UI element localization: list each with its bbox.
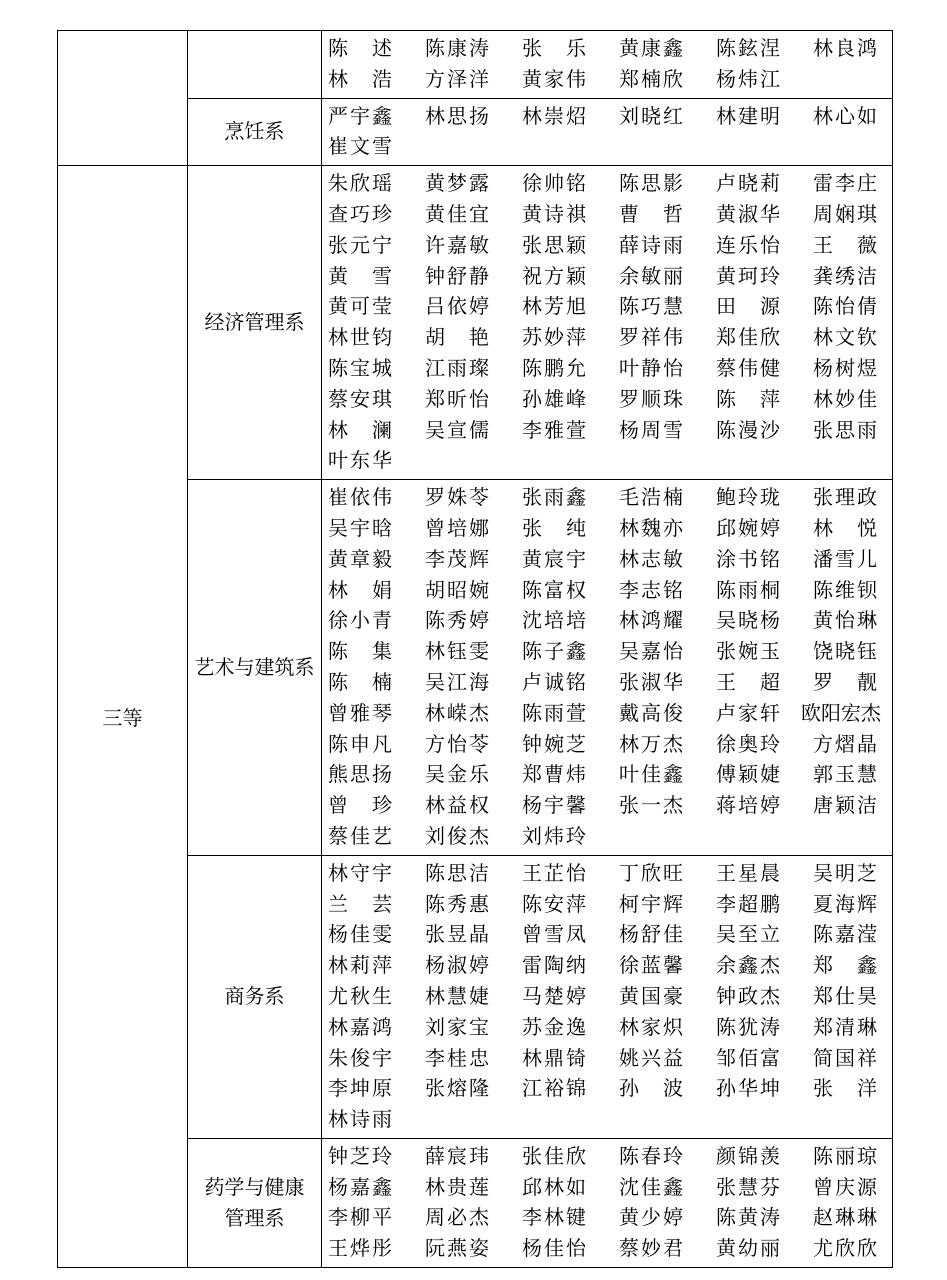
student-name: 张昱晶 [425,922,489,947]
student-name: 罗姝苓 [425,485,489,510]
student-name: 孙 波 [619,1076,683,1101]
student-name: 林万杰 [619,731,683,756]
student-name: 张 乐 [522,36,586,60]
student-name: 王星晨 [716,860,780,885]
student-name: 黄章毅 [328,546,392,571]
student-name: 陈鉉涅 [716,36,780,60]
student-name: 朱欣瑶 [328,171,392,196]
student-name: 方泽洋 [425,66,489,91]
department-cell: 经济管理系 [188,166,322,480]
student-name: 胡昭婉 [425,577,489,602]
student-name: 徐帅铭 [522,171,586,196]
student-name: 苏妙萍 [522,325,586,350]
student-name: 吴宇晗 [328,515,392,540]
student-name: 张慧芬 [716,1174,780,1199]
student-name: 陈犹涛 [716,1014,780,1039]
student-name: 黄家伟 [522,66,586,91]
student-name: 郑 鑫 [813,953,877,978]
student-name: 陈嘉滢 [813,922,877,947]
student-name: 郑仕昊 [813,983,877,1008]
student-name: 兰 芸 [328,891,392,916]
student-name: 黄佳宜 [425,201,489,226]
rank-cell [58,31,188,166]
student-name: 杨舒佳 [619,922,683,947]
student-name: 赵琳琳 [813,1205,877,1230]
student-name: 张理政 [813,485,877,510]
student-name: 陈丽琼 [813,1143,877,1168]
student-name: 夏海辉 [813,891,877,916]
student-name: 李雅萱 [522,417,586,442]
student-name: 黄怡琳 [813,608,877,633]
student-name: 黄幼丽 [716,1236,780,1261]
student-name: 林莉萍 [328,953,392,978]
student-name: 陈富权 [522,577,586,602]
student-name: 郭玉慧 [813,762,877,787]
student-name: 陈雨萱 [522,700,586,725]
student-name: 李坤原 [328,1076,392,1101]
student-name: 孙华坤 [716,1076,780,1101]
names-list [328,33,892,95]
student-name: 黄可莹 [328,294,392,319]
student-name: 查巧珍 [328,201,392,226]
student-name: 柯宇辉 [619,891,683,916]
student-name: 黄淑华 [716,201,780,226]
rank-cell: 三等 [58,166,188,1268]
student-name: 曾庆源 [813,1174,877,1199]
student-name: 林贵莲 [425,1174,489,1199]
student-name: 严宇鑫 [328,103,392,128]
student-name: 陈思洁 [425,860,489,885]
student-name: 张婉玉 [716,639,780,664]
student-name: 李柳平 [328,1205,392,1230]
student-name: 林鸿耀 [619,608,683,633]
names-cell [322,1138,893,1267]
student-name: 连乐怡 [716,232,780,257]
student-name: 杨宇馨 [522,793,586,818]
student-name: 叶佳鑫 [619,762,683,787]
student-name: 李茂辉 [425,546,489,571]
student-name: 许嘉敏 [425,232,489,257]
student-name: 欧阳宏杰 [801,700,881,725]
student-name: 郑佳欣 [716,325,780,350]
student-name: 江雨璨 [425,355,489,380]
student-name: 祝方颖 [522,263,586,288]
student-name: 陈春玲 [619,1143,683,1168]
student-name: 熊思扬 [328,762,392,787]
student-name: 雷李庄 [813,171,877,196]
student-name: 余鑫杰 [716,953,780,978]
student-name: 刘俊杰 [425,823,489,848]
student-name: 刘炜玲 [522,823,586,848]
student-name: 黄康鑫 [619,36,683,60]
student-name: 林嘉鸿 [328,1014,392,1039]
student-name: 陈 述 [328,36,392,60]
department-cell: 艺术与建筑系 [188,480,322,856]
student-name: 林 澜 [328,417,392,442]
student-name: 陈漫沙 [716,417,780,442]
student-name: 蔡安琪 [328,386,392,411]
student-name: 涂书铭 [716,546,780,571]
student-name: 钟政杰 [716,983,780,1008]
student-name: 钟芝玲 [328,1143,392,1168]
student-name: 张佳欣 [522,1143,586,1168]
student-name: 黄珂玲 [716,263,780,288]
student-name: 饶晓钰 [813,639,877,664]
student-name: 林崇炤 [522,103,586,128]
student-name: 林思扬 [425,103,489,128]
student-name: 林魏亦 [619,515,683,540]
student-name: 林 悦 [813,515,877,540]
student-name: 张 洋 [813,1076,877,1101]
student-name: 陈安萍 [522,891,586,916]
student-name: 叶东华 [328,448,392,473]
student-name: 林建明 [716,103,780,128]
student-name: 崔文雪 [328,134,392,159]
names-cell [322,480,893,856]
student-name: 曾雅琴 [328,700,392,725]
student-name: 雷陶纳 [522,953,586,978]
student-name: 周娴琪 [813,201,877,226]
student-name: 陈秀惠 [425,891,489,916]
student-name: 郑楠欣 [619,66,683,91]
student-name: 孙雄峰 [522,386,586,411]
student-name: 杨炜江 [716,66,780,91]
student-name: 林志敏 [619,546,683,571]
student-name: 林芳旭 [522,294,586,319]
student-name: 林家炽 [619,1014,683,1039]
student-name: 王芷怡 [522,860,586,885]
student-name: 陈巧慧 [619,294,683,319]
student-name: 刘晓红 [619,103,683,128]
student-name: 张一杰 [619,793,683,818]
student-name: 陈怡倩 [813,294,877,319]
student-name: 潘雪儿 [813,546,877,571]
student-name: 黄梦露 [425,171,489,196]
names-list [328,101,892,163]
student-name: 陈雨桐 [716,577,780,602]
student-name: 吴嘉怡 [619,639,683,664]
student-name: 罗 靓 [813,669,877,694]
names-cell [322,31,893,99]
student-name: 崔依伟 [328,485,392,510]
student-name: 钟舒静 [425,263,489,288]
student-name: 林鼎锜 [522,1045,586,1070]
student-name: 吴明芝 [813,860,877,885]
student-name: 姚兴益 [619,1045,683,1070]
student-name: 曾雪凤 [522,922,586,947]
student-name: 傅颖婕 [716,762,780,787]
student-name: 龚绣洁 [813,263,877,288]
student-name: 蔡妙君 [619,1236,683,1261]
student-name: 唐颖洁 [813,793,877,818]
student-name: 薛宸玮 [425,1143,489,1168]
student-name: 江裕锦 [522,1076,586,1101]
student-name: 陈申凡 [328,731,392,756]
student-name: 朱俊宇 [328,1045,392,1070]
student-name: 郑曹炜 [522,762,586,787]
student-name: 林世钧 [328,325,392,350]
student-name: 沈佳鑫 [619,1174,683,1199]
award-table-body [58,31,893,1268]
student-name: 周必杰 [425,1205,489,1230]
student-name: 黄诗祺 [522,201,586,226]
student-name: 林 浩 [328,66,392,91]
department-cell [188,31,322,99]
student-name: 吕依婷 [425,294,489,319]
student-name: 陈宝城 [328,355,392,380]
student-name: 林良鸿 [813,36,877,60]
student-name: 张雨鑫 [522,485,586,510]
student-name: 吴江海 [425,669,489,694]
student-name: 林文钦 [813,325,877,350]
student-name: 王烨彤 [328,1236,392,1261]
student-name: 戴高俊 [619,700,683,725]
student-name: 罗祥伟 [619,325,683,350]
student-name: 郑清琳 [813,1014,877,1039]
student-name: 郑昕怡 [425,386,489,411]
student-name: 苏金逸 [522,1014,586,1039]
student-name: 鲍玲珑 [716,485,780,510]
department-cell: 烹饪系 [188,98,322,166]
names-list [328,858,892,1135]
student-name: 杨佳雯 [328,922,392,947]
student-name: 杨周雪 [619,417,683,442]
student-name: 张元宁 [328,232,392,257]
student-name: 张思雨 [813,417,877,442]
student-name: 丁欣旺 [619,860,683,885]
names-cell [322,855,893,1138]
student-name: 林嵘杰 [425,700,489,725]
student-name: 罗顺珠 [619,386,683,411]
student-name: 林守宇 [328,860,392,885]
student-name: 黄宸宇 [522,546,586,571]
student-name: 吴宣儒 [425,417,489,442]
student-name: 张 纯 [522,515,586,540]
student-name: 杨佳怡 [522,1236,586,1261]
student-name: 毛浩楠 [619,485,683,510]
student-name: 陈维钡 [813,577,877,602]
student-name: 蔡伟健 [716,355,780,380]
student-name: 曾培娜 [425,515,489,540]
student-name: 沈培培 [522,608,586,633]
student-name: 曾 珍 [328,793,392,818]
student-name: 陈思影 [619,171,683,196]
student-name: 曹 哲 [619,201,683,226]
student-name: 简国祥 [813,1045,877,1070]
student-name: 马楚婷 [522,983,586,1008]
award-table [57,30,893,1268]
student-name: 杨淑婷 [425,953,489,978]
student-name: 黄 雪 [328,263,392,288]
student-name: 卢家轩 [716,700,780,725]
student-name: 徐小青 [328,608,392,633]
student-name: 蔡佳艺 [328,823,392,848]
student-name: 李志铭 [619,577,683,602]
student-name: 颜锦羡 [716,1143,780,1168]
student-name: 邹佰富 [716,1045,780,1070]
student-name: 黄少婷 [619,1205,683,1230]
names-list [328,1141,892,1264]
student-name: 林益权 [425,793,489,818]
student-name: 李林键 [522,1205,586,1230]
student-name: 陈 萍 [716,386,780,411]
student-name: 胡 艳 [425,325,489,350]
student-name: 徐奥玲 [716,731,780,756]
student-name: 叶静怡 [619,355,683,380]
student-name: 李超鹏 [716,891,780,916]
names-cell [322,98,893,166]
student-name: 陈黄涛 [716,1205,780,1230]
student-name: 方熠晶 [813,731,877,756]
student-name: 尤秋生 [328,983,392,1008]
student-name: 杨树煜 [813,355,877,380]
student-name: 钟婉芝 [522,731,586,756]
student-name: 林钰雯 [425,639,489,664]
student-name: 张熔隆 [425,1076,489,1101]
student-name: 陈 楠 [328,669,392,694]
names-list [328,168,892,476]
student-name: 杨嘉鑫 [328,1174,392,1199]
department-cell: 商务系 [188,855,322,1138]
student-name: 余敏丽 [619,263,683,288]
student-name: 王 薇 [813,232,877,257]
student-name: 陈鹏允 [522,355,586,380]
student-name: 吴至立 [716,922,780,947]
student-name: 蒋培婷 [716,793,780,818]
student-name: 尤欣欣 [813,1236,877,1261]
student-name: 吴金乐 [425,762,489,787]
student-name: 阮燕姿 [425,1236,489,1261]
student-name: 林诗雨 [328,1107,392,1132]
student-name: 陈子鑫 [522,639,586,664]
student-name: 林慧婕 [425,983,489,1008]
student-name: 方怡苓 [425,731,489,756]
student-name: 田 源 [716,294,780,319]
student-name: 邱婉婷 [716,515,780,540]
student-name: 黄国豪 [619,983,683,1008]
student-name: 卢晓莉 [716,171,780,196]
student-name: 张淑华 [619,669,683,694]
student-name: 吴晓杨 [716,608,780,633]
student-name: 陈康涛 [425,36,489,60]
student-name: 卢诚铭 [522,669,586,694]
student-name: 张思颖 [522,232,586,257]
student-name: 林妙佳 [813,386,877,411]
student-name: 徐蓝馨 [619,953,683,978]
table-row [58,166,893,480]
student-name: 邱林如 [522,1174,586,1199]
student-name: 林心如 [813,103,877,128]
student-name: 李桂忠 [425,1045,489,1070]
table-row [58,31,893,99]
student-name: 林 娟 [328,577,392,602]
student-name: 王 超 [716,669,780,694]
student-name: 薛诗雨 [619,232,683,257]
student-name: 刘家宝 [425,1014,489,1039]
student-name: 陈 集 [328,639,392,664]
names-cell [322,166,893,480]
department-cell: 药学与健康 管理系 [188,1138,322,1267]
names-list [328,482,892,852]
student-name: 陈秀婷 [425,608,489,633]
